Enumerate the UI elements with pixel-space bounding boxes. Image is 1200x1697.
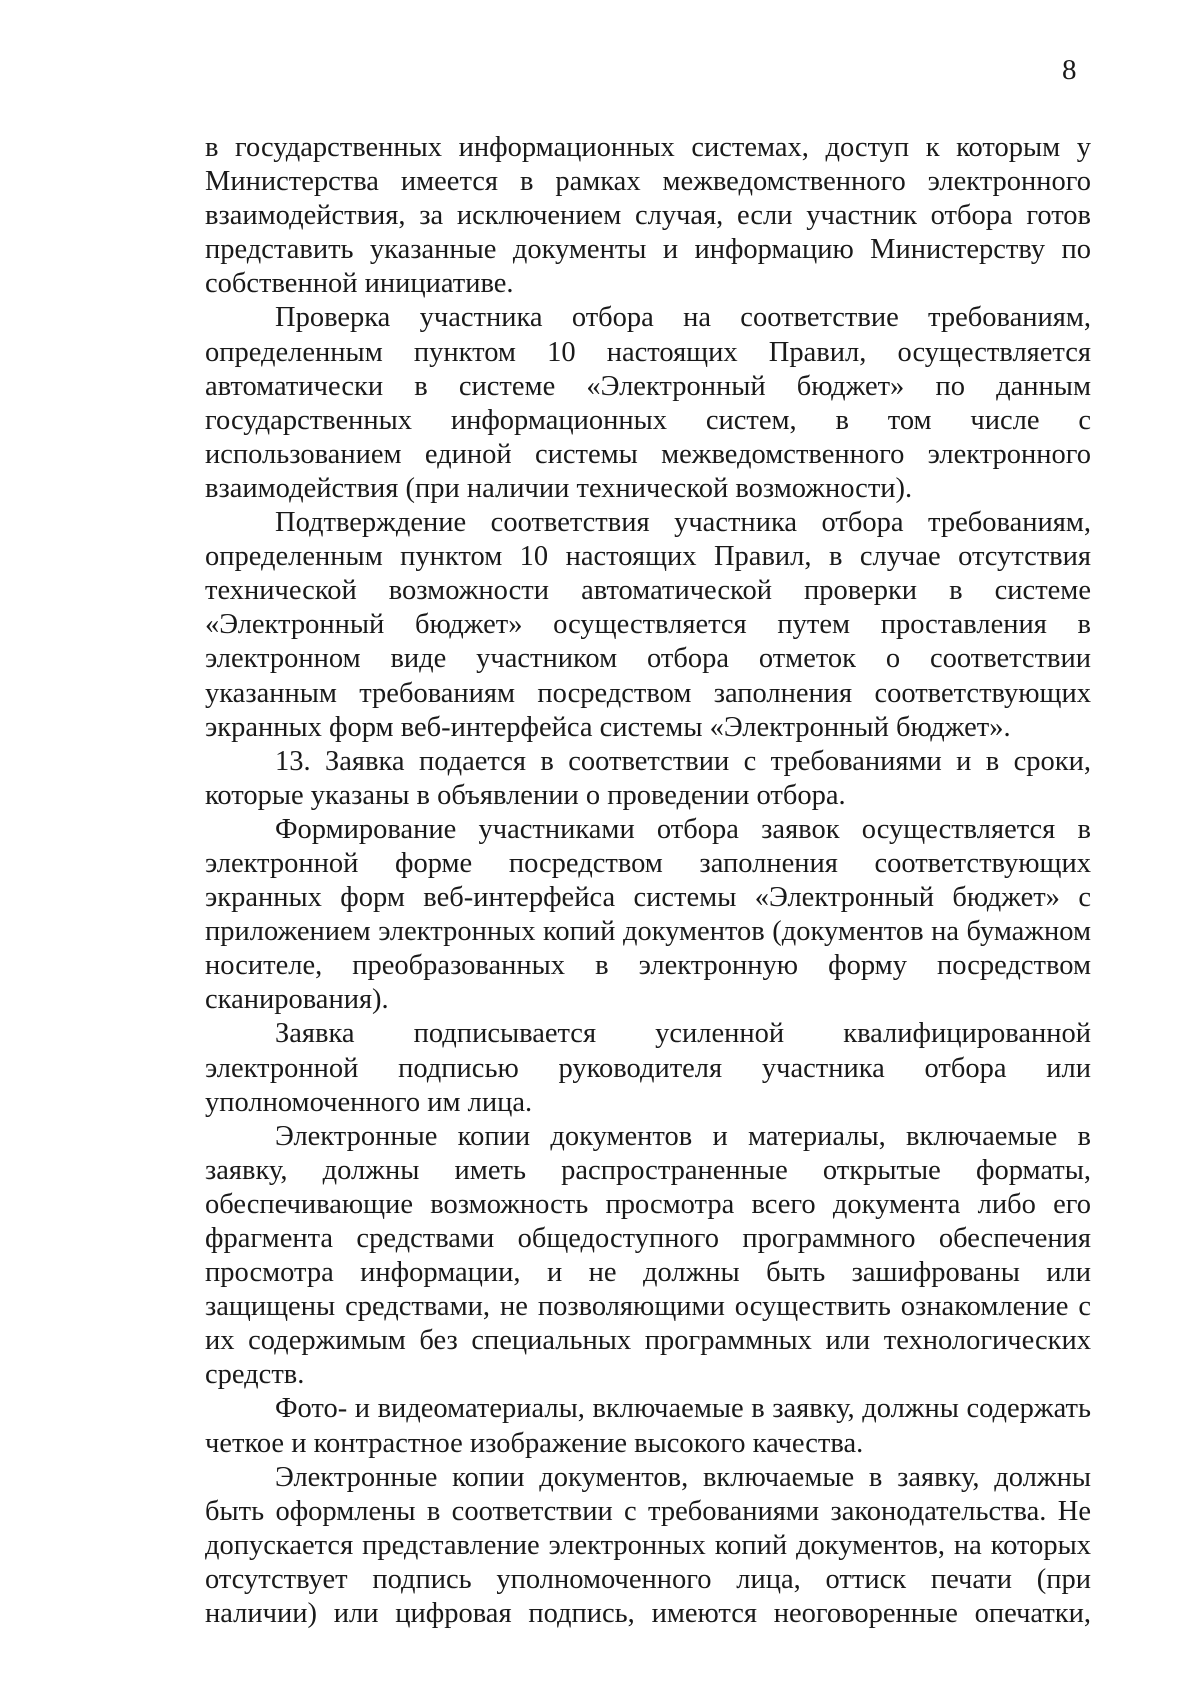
paragraph: 13. Заявка подается в соответствии с требованиями и в сроки, которые указаны в объявлении о проведении отбора. [205,745,1091,811]
paragraph: Формирование участниками отбора заявок осуществляется в электронной форме посредством заполнения соответствующих экранных форм веб-интерфейса системы «Электронный бюджет» с приложением электронных копий документов (документов на бумажном носителе, преобразованных в электронную форму посредством сканирования). [205,813,1091,1016]
paragraph: Фото- и видеоматериалы, включаемые в заявку, должны содержать четкое и контрастное изображение высокого качества. [205,1393,1091,1459]
paragraph: Электронные копии документов и материалы, включаемые в заявку, должны иметь распространенные открытые форматы, обеспечивающие возможность просмотра всего документа либо его фрагмента средствами общедоступного программного обеспечения просмотра информации, и не должны быть зашифрованы или защищены средствами, не позволяющими осуществить ознакомление с их содержимым без специальных программных или технологических средств. [205,1120,1091,1391]
paragraph: в государственных информационных системах, доступ к которым у Министерства имеется в рамках межведомственного электронного взаимодействия, за исключением случая, если участник отбора готов представить указанные документы и информацию Министерству по собственной инициативе. [205,132,1091,300]
paragraph: Подтверждение соответствия участника отбора требованиям, определенным пунктом 10 настоящих Правил, в случае отсутствия технической возможности автоматической проверки в системе «Электронный бюджет» осуществляется путем проставления в электронном виде участником отбора отметок о соответствии указанным требованиям посредством заполнения соответствующих экранных форм веб-интерфейса системы «Электронный бюджет». [205,507,1091,743]
paragraph: Заявка подписывается усиленной квалифицированной электронной подписью руководителя участника отбора или уполномоченного им лица. [205,1018,1091,1118]
page-number: 8 [1062,54,1077,86]
document-body [205,131,1091,1631]
paragraph: Проверка участника отбора на соответствие требованиям, определенным пунктом 10 настоящих Правил, осуществляется автоматически в системе «Электронный бюджет» по данным государственных информационных систем, в том числе с использованием единой системы межведомственного электронного взаимодействия (при наличии технической возможности). [205,302,1091,504]
paragraph: Электронные копии документов, включаемые в заявку, должны быть оформлены в соответствии с требованиями законодательства. Не допускается представление электронных копий документов, на которых отсутствует подпись уполномоченного лица, оттиск печати (при наличии) или цифровая подпись, имеются неоговоренные опечатки, [205,1461,1091,1630]
